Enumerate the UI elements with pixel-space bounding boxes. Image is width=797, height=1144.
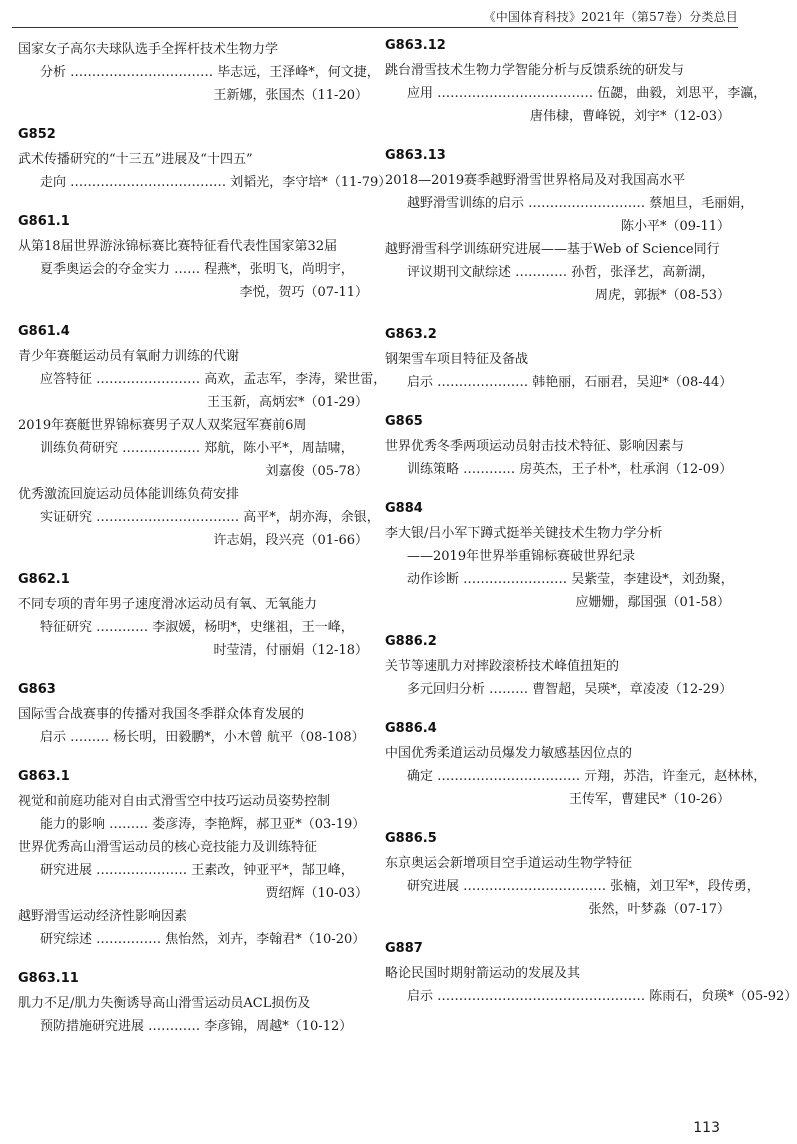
classification-section xyxy=(18,682,368,749)
article-title: 东京奥运会新增项目空手道运动生物学特征 xyxy=(385,856,633,871)
article-entry xyxy=(18,703,368,749)
article-title: 越野滑雪科学训练研究进展——基于Web of Science同行 xyxy=(385,242,720,257)
classification-code: G886.4 xyxy=(385,721,437,736)
classification-section xyxy=(18,572,368,662)
article-line: 应答特征 …………………… 高欢，孟志军，李涛，梁世雷， xyxy=(40,372,387,387)
article-line: 预防措施研究进展 ………… 李彦锦，周越*（10-12） xyxy=(40,1019,353,1034)
article-title: 从第18届世界游泳锦标赛比赛特征看代表性国家第32届 xyxy=(18,239,338,254)
classification-code: G863.13 xyxy=(385,148,446,163)
article-entry xyxy=(18,235,368,304)
article-entry xyxy=(385,59,767,128)
author-list: 应姗姗，鄢国强（01-58） xyxy=(575,595,730,610)
article-entry xyxy=(18,483,380,552)
classification-code: G863.2 xyxy=(385,327,437,342)
article-title: 关节等速肌力对摔跤滚桥技术峰值扭矩的 xyxy=(385,659,620,674)
article-entry xyxy=(18,593,368,662)
article-entry xyxy=(18,992,368,1038)
classification-section xyxy=(385,38,767,128)
article-title: 肌力不足/肌力失衡诱导高山滑雪运动员ACL损伤及 xyxy=(18,996,311,1011)
right-column xyxy=(385,38,797,1008)
article-line: 应用 ……………………………… 伍勰，曲毅，刘思平，李瀛， xyxy=(407,86,767,101)
section-gap xyxy=(18,951,368,971)
section-gap xyxy=(18,749,368,769)
article-title: 2019年赛艇世界锦标赛男子双人双桨冠军赛前6周 xyxy=(18,418,307,433)
article-entry xyxy=(385,238,730,307)
article-line: 能力的影响 ……… 娄彦涛，李艳辉，郝卫亚*（03-19） xyxy=(40,817,366,832)
classification-section xyxy=(18,971,368,1038)
classification-code: G863.11 xyxy=(18,971,79,986)
classification-code: G861.4 xyxy=(18,324,70,339)
article-entry xyxy=(18,345,387,414)
section-gap xyxy=(385,128,730,148)
article-entry xyxy=(385,742,767,811)
classification-section xyxy=(385,831,760,921)
classification-section xyxy=(18,127,392,194)
classification-code: G887 xyxy=(385,941,423,956)
section-gap xyxy=(18,662,368,682)
article-line: 评议期刊文献综述 ………… 孙哲，张泽艺，高新湖， xyxy=(407,265,715,280)
article-title: 国际雪合战赛事的传播对我国冬季群众体育发展的 xyxy=(18,707,305,722)
section-gap xyxy=(385,614,730,634)
article-title: 跳台滑雪技术生物力学智能分析与反馈系统的研发与 xyxy=(385,63,685,78)
article-title: 略论民国时期射箭运动的发展及其 xyxy=(385,966,581,981)
page-number: 113 xyxy=(693,1120,720,1136)
classification-section xyxy=(385,148,754,307)
section-gap xyxy=(385,701,730,721)
article-line: 训练负荷研究 ……………… 郑航，陈小平*，周喆啸， xyxy=(40,441,354,456)
article-title: 世界优秀高山滑雪运动员的核心竞技能力及训练特征 xyxy=(18,840,318,855)
classification-section xyxy=(385,941,797,1008)
classification-section xyxy=(385,327,733,394)
author-list: 陈小平*（09-11） xyxy=(621,219,730,234)
article-line: 实证研究 …………………………… 高平*，胡亦海，余银， xyxy=(40,510,380,525)
article-entry xyxy=(18,414,368,483)
article-title: 国家女子高尔夫球队选手全挥杆技术生物力学 xyxy=(18,42,279,57)
article-title: 不同专项的青年男子速度滑冰运动员有氧、无氧能力 xyxy=(18,597,318,612)
article-line: 特征研究 ………… 李淑媛，杨明*，史继祖，王一峰， xyxy=(40,620,354,635)
article-entry xyxy=(18,905,368,951)
author-list: 时莹清，付丽娟（12-18） xyxy=(213,643,368,658)
article-line: 启示 ………………………………………… 陈雨石，贠瑛*（05-92） xyxy=(407,989,797,1004)
article-line: 夏季奥运会的夺金实力 …… 程燕*，张明飞，尚明宇， xyxy=(40,262,354,277)
article-title: 2018—2019赛季越野滑雪世界格局及对我国高水平 xyxy=(385,173,686,188)
classification-code: G886.5 xyxy=(385,831,437,846)
classification-code: G886.2 xyxy=(385,634,437,649)
classification-section xyxy=(18,38,380,107)
article-entry xyxy=(18,836,368,905)
article-line: 走向 ……………………………… 刘韬光，李守培*（11-79） xyxy=(40,175,392,190)
running-head: 《中国体育科技》2021年（第57卷）分类总目 xyxy=(483,10,738,24)
article-entry xyxy=(385,655,733,701)
article-title: 钢架雪车项目特征及备战 xyxy=(385,352,529,367)
article-line: ——2019年世界举重锦标赛破世界纪录 xyxy=(407,549,636,564)
article-entry xyxy=(18,790,368,836)
author-list: 王新娜，张国杰（11-20） xyxy=(213,88,368,103)
header-rule xyxy=(12,27,738,28)
classification-section xyxy=(385,414,733,481)
article-line: 分析 …………………………… 毕志远，王泽峰*，何文捷， xyxy=(40,65,380,80)
author-list: 李悦，贺巧（07-11） xyxy=(239,285,368,300)
classification-code: G863.1 xyxy=(18,769,70,784)
classification-code: G865 xyxy=(385,414,423,429)
author-list: 许志娟，段兴亮（01-66） xyxy=(213,533,368,548)
author-list: 王传军，曹建民*（10-26） xyxy=(569,792,730,807)
author-list: 周虎，郭振*（08-53） xyxy=(595,288,730,303)
section-gap xyxy=(18,194,368,214)
classification-section xyxy=(385,634,733,701)
article-line: 研究进展 ………………… 王素改，钟亚平*，郜卫峰， xyxy=(40,863,354,878)
left-column xyxy=(18,38,392,1038)
classification-code: G861.1 xyxy=(18,214,70,229)
section-gap xyxy=(385,481,730,501)
article-line: 研究综述 …………… 焦怡然，刘卉，李翰君*（10-20） xyxy=(40,932,366,947)
article-title: 中国优秀柔道运动员爆发力敏感基因位点的 xyxy=(385,746,633,761)
classification-section xyxy=(18,769,368,951)
section-gap xyxy=(18,304,368,324)
classification-code: G884 xyxy=(385,501,423,516)
article-line: 越野滑雪训练的启示 ……………………… 蔡旭旦，毛丽娟， xyxy=(407,196,754,211)
article-line: 启示 ……… 杨长明，田毅鹏*，小木曾 航平（08-108） xyxy=(40,730,365,745)
article-entry xyxy=(385,962,797,1008)
article-line: 训练策略 ………… 房英杰，王子朴*，杜承润（12-09） xyxy=(407,462,733,477)
article-title: 越野滑雪运动经济性影响因素 xyxy=(18,909,188,924)
author-list: 贾绍辉（10-03） xyxy=(265,886,368,901)
article-line: 动作诊断 …………………… 吴紫莹，李建设*，刘劲聚， xyxy=(407,572,734,587)
article-title: 视觉和前庭功能对自由式滑雪空中技巧运动员姿势控制 xyxy=(18,794,331,809)
article-entry xyxy=(385,522,734,614)
section-gap xyxy=(385,811,730,831)
section-gap xyxy=(385,394,730,414)
classification-section xyxy=(385,721,767,811)
author-list: 唐伟棣，曹峰锐，刘宇*（12-03） xyxy=(530,109,730,124)
author-list: 张然，叶梦淼（07-17） xyxy=(588,902,730,917)
section-gap xyxy=(18,107,368,127)
article-title: 优秀激流回旋运动员体能训练负荷安排 xyxy=(18,487,240,502)
classification-code: G862.1 xyxy=(18,572,70,587)
classification-section xyxy=(18,324,387,552)
article-entry xyxy=(18,38,380,107)
classification-code: G863.12 xyxy=(385,38,446,53)
article-title: 武术传播研究的“十三五”进展及“十四五” xyxy=(18,152,253,167)
classification-section xyxy=(18,214,368,304)
classification-code: G863 xyxy=(18,682,56,697)
article-entry xyxy=(18,148,392,194)
article-line: 确定 …………………………… 亓翔，苏浩，许奎元，赵林林， xyxy=(407,769,767,784)
section-gap xyxy=(18,552,368,572)
article-entry xyxy=(385,169,754,238)
article-title: 世界优秀冬季两项运动员射击技术特征、影响因素与 xyxy=(385,439,685,454)
article-entry xyxy=(385,435,733,481)
classification-code: G852 xyxy=(18,127,56,142)
article-title: 李大银/吕小军下蹲式挺举关键技术生物力学分析 xyxy=(385,526,663,541)
section-gap xyxy=(385,921,730,941)
article-entry xyxy=(385,852,760,921)
author-list: 王玉新，高炳宏*（01-29） xyxy=(207,395,368,410)
classification-section xyxy=(385,501,734,614)
section-gap xyxy=(385,307,730,327)
article-line: 研究进展 …………………………… 张楠，刘卫军*，段传勇， xyxy=(407,879,760,894)
article-line: 多元回归分析 ……… 曹智超，吴瑛*，章凌凌（12-29） xyxy=(407,682,733,697)
article-title: 青少年赛艇运动员有氧耐力训练的代谢 xyxy=(18,349,240,364)
article-line: 启示 ………………… 韩艳丽，石丽君，吴迎*（08-44） xyxy=(407,375,733,390)
article-entry xyxy=(385,348,733,394)
author-list: 刘嘉俊（05-78） xyxy=(265,464,368,479)
